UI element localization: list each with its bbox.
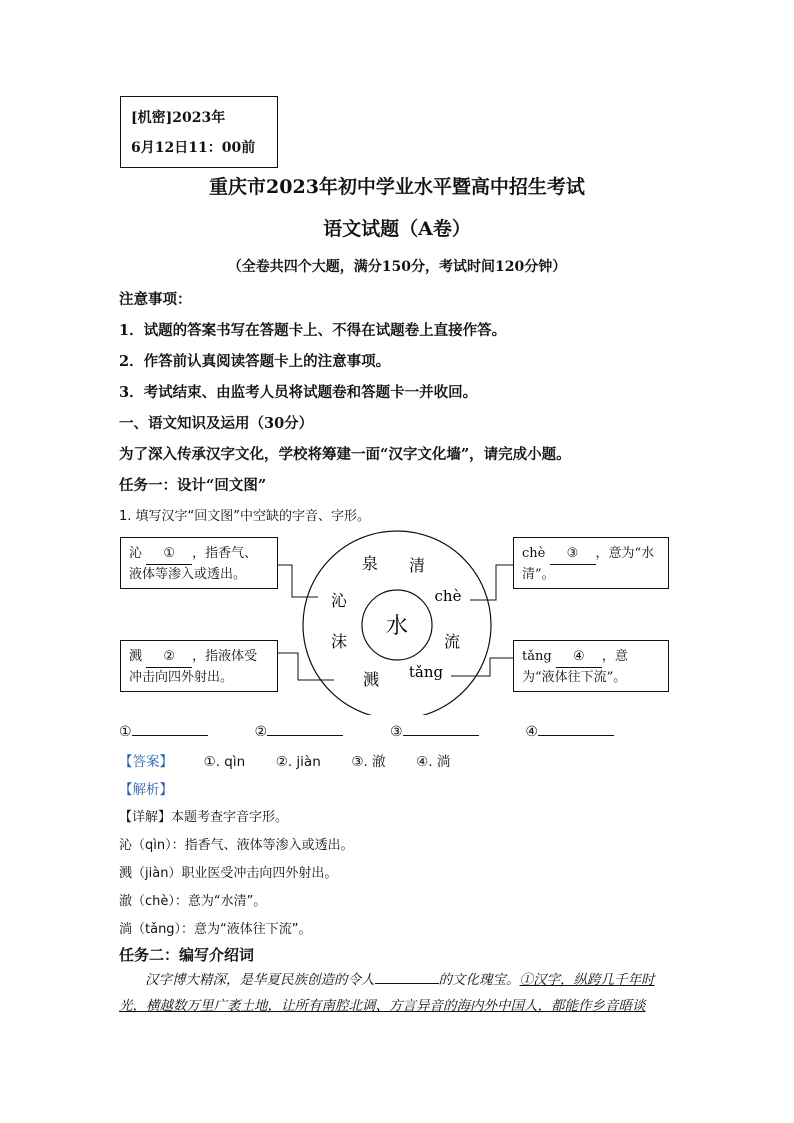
detail-line: 澈（chè）：意为“水清”。: [119, 894, 267, 909]
ring-char: 清: [408, 556, 426, 575]
detail-line: 【详解】本题考查字音字形。: [119, 810, 289, 825]
ring-char: 泉: [361, 554, 379, 573]
task-2-heading: 任务二：编写介绍词: [119, 946, 255, 964]
ring-center-char: 水: [385, 614, 409, 639]
section-heading: 一、语文知识及运用（30分）: [119, 415, 314, 432]
ring-char: 沫: [330, 632, 348, 651]
confidential-line-1: [机密]2023年: [131, 110, 226, 126]
notice-item-1: 1．试题的答案书写在答题卡上、不得在试题卷上直接作答。: [119, 322, 507, 339]
notice-heading: 注意事项：: [119, 291, 192, 308]
box-bottom-left: 溅 ② ，指液体受冲击向四外射出。: [120, 640, 278, 692]
ring-char: tǎng: [408, 663, 444, 681]
ring-char: 流: [443, 632, 461, 651]
passage-line-2: 光，横越数万里广袤土地，让所有南腔北调、方言异音的海内外中国人，都能作乡音晤谈: [119, 998, 646, 1014]
exam-subtitle: 语文试题（A卷）: [323, 218, 471, 240]
answer-item: ③. 澈: [351, 754, 386, 770]
blank-3: ③: [550, 544, 596, 565]
confidential-box: [120, 96, 278, 168]
detail-line: 沁（qìn）：指香气、液体等渗入或透出。: [119, 838, 354, 853]
passage: 汉字博大精深，是华夏民族创造的令人 的文化瑰宝。①汉字，纵跨几千年时 光，横越数万里广袤土地，让所有南腔北调、方言异音的海内外中国人，都能作乡音晤谈: [119, 967, 671, 1019]
exam-title: 重庆市2023年初中学业水平暨高中招生考试: [209, 176, 585, 198]
answer-item: ①. qìn: [203, 754, 246, 770]
box-top-right: chè ③ ，意为“水清”。: [513, 537, 669, 589]
ring-char: 溅: [362, 670, 380, 689]
question-1: 1. 填写汉字“回文图”中空缺的字音、字形。: [119, 509, 371, 524]
answer-blanks-row: ① ② ③ ④: [119, 722, 614, 740]
blank-2: ②: [146, 647, 192, 668]
blank-4: ④: [556, 647, 602, 668]
confidential-line-2: 6月12日11：00前: [131, 140, 256, 156]
exam-info: （全卷共四个大题，满分150分，考试时间120分钟）: [227, 259, 567, 275]
answer-label: 【答案】: [119, 754, 173, 770]
detail-line: 溅（jiàn）职业医受冲击向四外射出。: [119, 866, 338, 881]
analysis-label: 【解析】: [119, 782, 173, 798]
ring-char: chè: [434, 587, 462, 605]
box-bottom-right: tǎng ④ ，意为“液体往下流”。: [513, 640, 669, 692]
box-top-left: 沁 ① ，指香气、液体等渗入或透出。: [120, 537, 278, 589]
detail-line: 淌（tǎng）：意为“液体往下流”。: [119, 922, 312, 937]
answer-item: ④. 淌: [416, 754, 451, 770]
blank-1: ①: [146, 544, 192, 565]
answer-line: [119, 750, 450, 770]
task-1-heading: 任务一：设计“回文图”: [119, 477, 267, 494]
ring-char: 沁: [330, 591, 348, 610]
notice-item-3: 3．考试结束、由监考人员将试题卷和答题卡一并收回。: [119, 384, 478, 401]
answer-item: ②. jiàn: [275, 754, 321, 770]
question-intro: 为了深入传承汉字文化，学校将筹建一面“汉字文化墙”，请完成小题。: [119, 446, 571, 463]
notice-item-2: 2．作答前认真阅读答题卡上的注意事项。: [119, 353, 391, 370]
underlined-sentence: ①汉字，纵跨几千年时: [519, 972, 655, 988]
